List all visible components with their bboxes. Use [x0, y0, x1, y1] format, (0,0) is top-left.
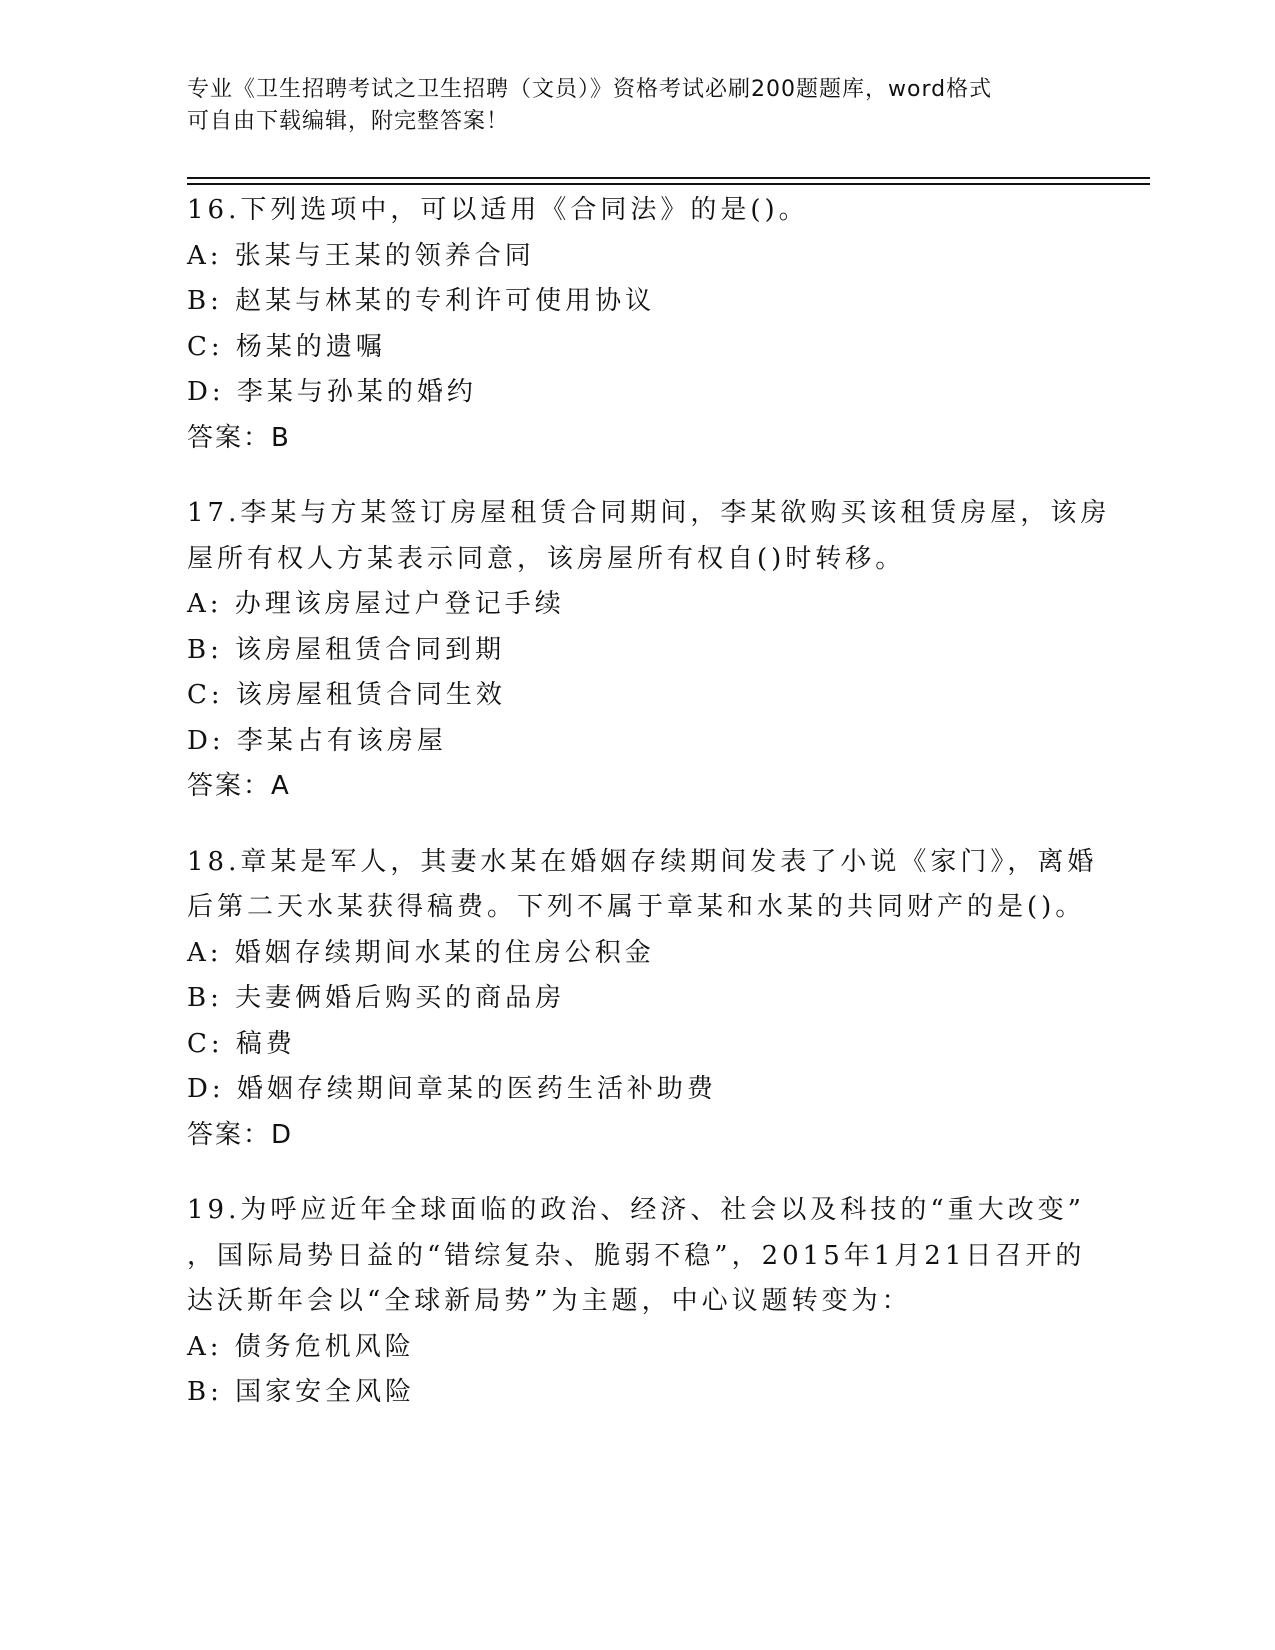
document-header [187, 74, 1087, 138]
question-16 [187, 188, 1087, 461]
question-list [187, 188, 1111, 1446]
option-a: A: 办理该房屋过户登记手续 [187, 589, 565, 619]
option-b: B: 赵某与林某的专利许可使用协议 [187, 286, 656, 316]
question-stem: 16.下列选项中，可以适用《合同法》的是()。 [187, 195, 809, 225]
question-19 [187, 1188, 1087, 1416]
option-c: C: 稿费 [187, 1028, 296, 1059]
question-stem: 达沃斯年会以“全球新局势”为主题，中心议题转变为： [187, 1286, 912, 1316]
option-c: C: 杨某的遗嘱 [187, 331, 386, 362]
question-stem: 后第二天水某获得稿费。下列不属于章某和水某的共同财产的是()。 [187, 892, 1086, 922]
option-a: A: 婚姻存续期间水某的住房公积金 [187, 937, 655, 968]
header-divider-top [187, 177, 1150, 179]
question-stem: ，国际局势日益的“错综复杂、脆弱不稳”，2015年1月21日召开的 [187, 1240, 1086, 1271]
answer-label: 答案：A [187, 771, 291, 801]
question-stem: 18.章某是军人，其妻水某在婚姻存续期间发表了小说《家门》，离婚 [187, 846, 1098, 877]
answer-label: 答案：B [187, 422, 291, 453]
option-d: D: 婚姻存续期间章某的医药生活补助费 [187, 1074, 717, 1104]
question-17 [187, 491, 1111, 810]
header-line-1: 专业《卫生招聘考试之卫生招聘（文员）》资格考试必刷200题题库，word格式 [187, 77, 993, 102]
option-a: A: 债务危机风险 [187, 1331, 415, 1362]
option-d: D: 李某与孙某的婚约 [187, 377, 477, 407]
option-b: B: 夫妻俩婚后购买的商品房 [187, 983, 566, 1013]
header-line-2: 可自由下载编辑，附完整答案！ [187, 109, 510, 134]
question-stem: 17.李某与方某签订房屋租赁合同期间，李某欲购买该租赁房屋，该房 [187, 498, 1111, 528]
question-stem: 屋所有权人方某表示同意，该房屋所有权自()时转移。 [187, 543, 906, 574]
option-b: B: 国家安全风险 [187, 1377, 416, 1407]
option-a: A: 张某与王某的领养合同 [187, 240, 535, 271]
question-stem: 19.为呼应近年全球面临的政治、经济、社会以及科技的“重大改变” [187, 1195, 1085, 1225]
option-b: B: 该房屋租赁合同到期 [187, 634, 506, 665]
option-d: D: 李某占有该房屋 [187, 725, 447, 756]
answer-label: 答案：D [187, 1119, 294, 1150]
header-divider-bottom [187, 183, 1150, 185]
question-18 [187, 840, 1098, 1159]
option-c: C: 该房屋租赁合同生效 [187, 680, 506, 710]
